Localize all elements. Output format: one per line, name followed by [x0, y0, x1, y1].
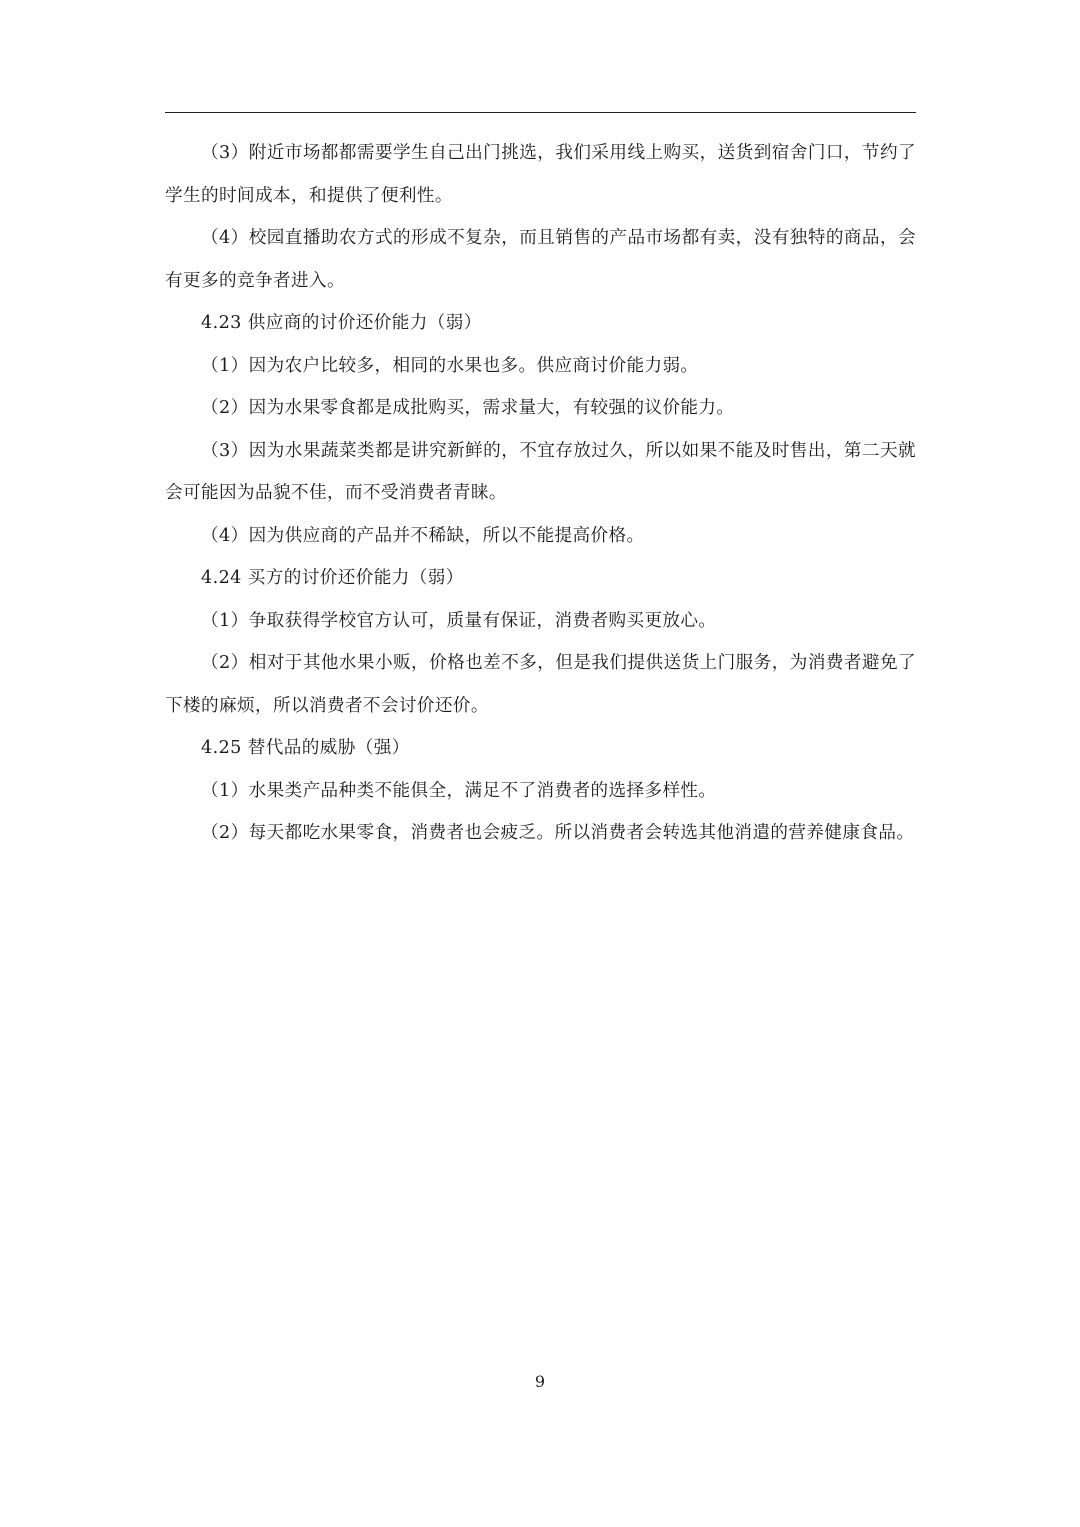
section-heading-4-23: 4.23 供应商的讨价还价能力（弱）: [201, 313, 482, 333]
paragraph-supplier-3: （3）因为水果蔬菜类都是讲究新鲜的，不宜存放过久，所以如果不能及时售出，第二天就会可能因为品貌不佳，而不受消费者青睐。: [165, 440, 916, 503]
paragraph-item-3: （3）附近市场都都需要学生自己出门挑选，我们采用线上购买，送货到宿舍门口，节约了学生的时间成本，和提供了便利性。: [165, 143, 916, 206]
paragraph-supplier-4: （4）因为供应商的产品并不稀缺，所以不能提高价格。: [201, 525, 645, 546]
paragraph-buyer-2: （2）相对于其他水果小贩，价格也差不多，但是我们提供送货上门服务，为消费者避免了下楼的麻烦，所以消费者不会讨价还价。: [165, 653, 916, 716]
paragraph-item-4: （4）校园直播助农方式的形成不复杂，而且销售的产品市场都有卖，没有独特的商品，会有更多的竞争者进入。: [165, 228, 916, 291]
page-body: [165, 132, 916, 855]
page-number: 9: [534, 1372, 546, 1391]
header-rule: [165, 112, 916, 113]
section-heading-4-24: 4.24 买方的讨价还价能力（弱）: [201, 568, 464, 588]
paragraph-substitute-2: （2）每天都吃水果零食，消费者也会疲乏。所以消费者会转选其他消遣的营养健康食品。: [201, 823, 915, 843]
paragraph-buyer-1: （1）争取获得学校官方认可，质量有保证，消费者购买更放心。: [201, 610, 717, 631]
paragraph-substitute-1: （1）水果类产品种类不能俱全，满足不了消费者的选择多样性。: [201, 780, 717, 801]
paragraph-supplier-1: （1）因为农户比较多，相同的水果也多。供应商讨价能力弱。: [201, 355, 699, 376]
paragraph-supplier-2: （2）因为水果零食都是成批购买，需求量大，有较强的议价能力。: [201, 398, 735, 418]
section-heading-4-25: 4.25 替代品的威胁（强）: [201, 738, 410, 758]
